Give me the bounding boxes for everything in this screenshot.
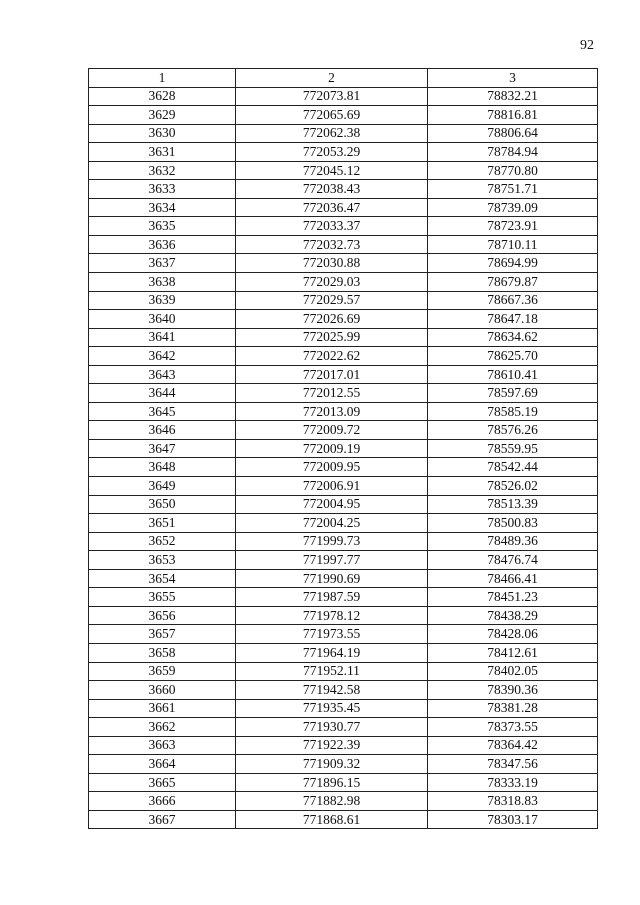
table-cell: 3652 [89, 532, 236, 551]
table-cell: 771868.61 [236, 810, 428, 829]
table-cell: 771973.55 [236, 625, 428, 644]
table-cell: 78597.69 [428, 384, 598, 403]
table-cell: 772004.95 [236, 495, 428, 514]
table-cell: 3664 [89, 755, 236, 774]
table-cell: 3653 [89, 551, 236, 570]
table-cell: 3639 [89, 291, 236, 310]
table-cell: 771978.12 [236, 606, 428, 625]
table-body [89, 87, 598, 829]
table-cell: 772029.57 [236, 291, 428, 310]
table-cell: 78333.19 [428, 773, 598, 792]
table-cell: 772022.62 [236, 347, 428, 366]
table-cell: 78559.95 [428, 439, 598, 458]
coordinates-table [88, 68, 598, 829]
table-row [89, 291, 598, 310]
table-cell: 78476.74 [428, 551, 598, 570]
table-row [89, 143, 598, 162]
table-cell: 78832.21 [428, 87, 598, 106]
table-cell: 3655 [89, 588, 236, 607]
table-row [89, 384, 598, 403]
table-cell: 78710.11 [428, 235, 598, 254]
table-cell: 772004.25 [236, 514, 428, 533]
table-cell: 772026.69 [236, 310, 428, 329]
table-cell: 78679.87 [428, 273, 598, 292]
column-header-1: 1 [89, 69, 236, 88]
table-cell: 78625.70 [428, 347, 598, 366]
table-cell: 772062.38 [236, 124, 428, 143]
table-cell: 3644 [89, 384, 236, 403]
table-row [89, 273, 598, 292]
table-cell: 3629 [89, 106, 236, 125]
table-cell: 771882.98 [236, 792, 428, 811]
table-row [89, 718, 598, 737]
table-row [89, 643, 598, 662]
table-cell: 772029.03 [236, 273, 428, 292]
table-cell: 78402.05 [428, 662, 598, 681]
table-cell: 3632 [89, 161, 236, 180]
table-row [89, 180, 598, 199]
table-row [89, 235, 598, 254]
table-row [89, 810, 598, 829]
table-cell: 3636 [89, 235, 236, 254]
table-cell: 78303.17 [428, 810, 598, 829]
table-cell: 78381.28 [428, 699, 598, 718]
table-row [89, 421, 598, 440]
table-row [89, 736, 598, 755]
table-cell: 3641 [89, 328, 236, 347]
table-row [89, 755, 598, 774]
column-header-3: 3 [428, 69, 598, 88]
table-cell: 78466.41 [428, 569, 598, 588]
table-cell: 78542.44 [428, 458, 598, 477]
table-row [89, 198, 598, 217]
table-cell: 3665 [89, 773, 236, 792]
table-cell: 3646 [89, 421, 236, 440]
table-cell: 3658 [89, 643, 236, 662]
table-cell: 3651 [89, 514, 236, 533]
table-cell: 78770.80 [428, 161, 598, 180]
table-row [89, 477, 598, 496]
table-cell: 771930.77 [236, 718, 428, 737]
table-cell: 78634.62 [428, 328, 598, 347]
table-cell: 78667.36 [428, 291, 598, 310]
table-cell: 772030.88 [236, 254, 428, 273]
table-cell: 772033.37 [236, 217, 428, 236]
table-cell: 772013.09 [236, 402, 428, 421]
table-row [89, 87, 598, 106]
table-row [89, 551, 598, 570]
table-cell: 772006.91 [236, 477, 428, 496]
table-cell: 771942.58 [236, 681, 428, 700]
table-cell: 772009.19 [236, 439, 428, 458]
table-row [89, 328, 598, 347]
table-cell: 771997.77 [236, 551, 428, 570]
table-cell: 3660 [89, 681, 236, 700]
table-row [89, 402, 598, 421]
table-row [89, 532, 598, 551]
table-cell: 78390.36 [428, 681, 598, 700]
table-row [89, 217, 598, 236]
table-cell: 772012.55 [236, 384, 428, 403]
table-row [89, 495, 598, 514]
table-cell: 771990.69 [236, 569, 428, 588]
table-row [89, 569, 598, 588]
table-cell: 771935.45 [236, 699, 428, 718]
table-cell: 3643 [89, 365, 236, 384]
table-cell: 771987.59 [236, 588, 428, 607]
table-cell: 78347.56 [428, 755, 598, 774]
table-row [89, 792, 598, 811]
table-cell: 3649 [89, 477, 236, 496]
table-cell: 771896.15 [236, 773, 428, 792]
table-row [89, 347, 598, 366]
table-cell: 772032.73 [236, 235, 428, 254]
table-cell: 78428.06 [428, 625, 598, 644]
table-cell: 3661 [89, 699, 236, 718]
page-number: 92 [580, 38, 594, 53]
table-cell: 772009.72 [236, 421, 428, 440]
table-cell: 78438.29 [428, 606, 598, 625]
table-cell: 772045.12 [236, 161, 428, 180]
table-row [89, 514, 598, 533]
table-cell: 78489.36 [428, 532, 598, 551]
table-cell: 3657 [89, 625, 236, 644]
table-cell: 3662 [89, 718, 236, 737]
table-cell: 3634 [89, 198, 236, 217]
table-cell: 78694.99 [428, 254, 598, 273]
table-cell: 3642 [89, 347, 236, 366]
table-cell: 772009.95 [236, 458, 428, 477]
table-cell: 78806.64 [428, 124, 598, 143]
column-header-2: 2 [236, 69, 428, 88]
table-cell: 3638 [89, 273, 236, 292]
table-cell: 772038.43 [236, 180, 428, 199]
table-cell: 772036.47 [236, 198, 428, 217]
table-cell: 78412.61 [428, 643, 598, 662]
table-cell: 78610.41 [428, 365, 598, 384]
table-cell: 3647 [89, 439, 236, 458]
table-cell: 78784.94 [428, 143, 598, 162]
table-row [89, 662, 598, 681]
table-cell: 78526.02 [428, 477, 598, 496]
table-cell: 78816.81 [428, 106, 598, 125]
table-row [89, 773, 598, 792]
table-row [89, 254, 598, 273]
table-row [89, 681, 598, 700]
table-row [89, 606, 598, 625]
table-cell: 3645 [89, 402, 236, 421]
table-cell: 771999.73 [236, 532, 428, 551]
table-cell: 772073.81 [236, 87, 428, 106]
table-row [89, 458, 598, 477]
table-cell: 3640 [89, 310, 236, 329]
table-cell: 3633 [89, 180, 236, 199]
table-row [89, 365, 598, 384]
table-cell: 3630 [89, 124, 236, 143]
table-cell: 3637 [89, 254, 236, 273]
table-cell: 771922.39 [236, 736, 428, 755]
table-cell: 3635 [89, 217, 236, 236]
table-cell: 78513.39 [428, 495, 598, 514]
table-cell: 3656 [89, 606, 236, 625]
table-cell: 78723.91 [428, 217, 598, 236]
table-cell: 78739.09 [428, 198, 598, 217]
table-cell: 772053.29 [236, 143, 428, 162]
table-row [89, 439, 598, 458]
table-cell: 771952.11 [236, 662, 428, 681]
table-cell: 3663 [89, 736, 236, 755]
table-cell: 772025.99 [236, 328, 428, 347]
table-row [89, 161, 598, 180]
table-cell: 78500.83 [428, 514, 598, 533]
table-row [89, 124, 598, 143]
table-cell: 78318.83 [428, 792, 598, 811]
table-cell: 78373.55 [428, 718, 598, 737]
table-cell: 3648 [89, 458, 236, 477]
table-cell: 78364.42 [428, 736, 598, 755]
table-cell: 78585.19 [428, 402, 598, 421]
table-row [89, 310, 598, 329]
table-cell: 78751.71 [428, 180, 598, 199]
table-cell: 78576.26 [428, 421, 598, 440]
table-header-row [89, 69, 598, 88]
table-row [89, 699, 598, 718]
table-cell: 3667 [89, 810, 236, 829]
table-cell: 3650 [89, 495, 236, 514]
table-cell: 3659 [89, 662, 236, 681]
table-row [89, 106, 598, 125]
table-cell: 3631 [89, 143, 236, 162]
table-cell: 771964.19 [236, 643, 428, 662]
table-cell: 3628 [89, 87, 236, 106]
table-cell: 772017.01 [236, 365, 428, 384]
table-cell: 3666 [89, 792, 236, 811]
table-row [89, 625, 598, 644]
table-cell: 3654 [89, 569, 236, 588]
table-cell: 78451.23 [428, 588, 598, 607]
table-cell: 78647.18 [428, 310, 598, 329]
table-row [89, 588, 598, 607]
table-cell: 772065.69 [236, 106, 428, 125]
table-cell: 771909.32 [236, 755, 428, 774]
